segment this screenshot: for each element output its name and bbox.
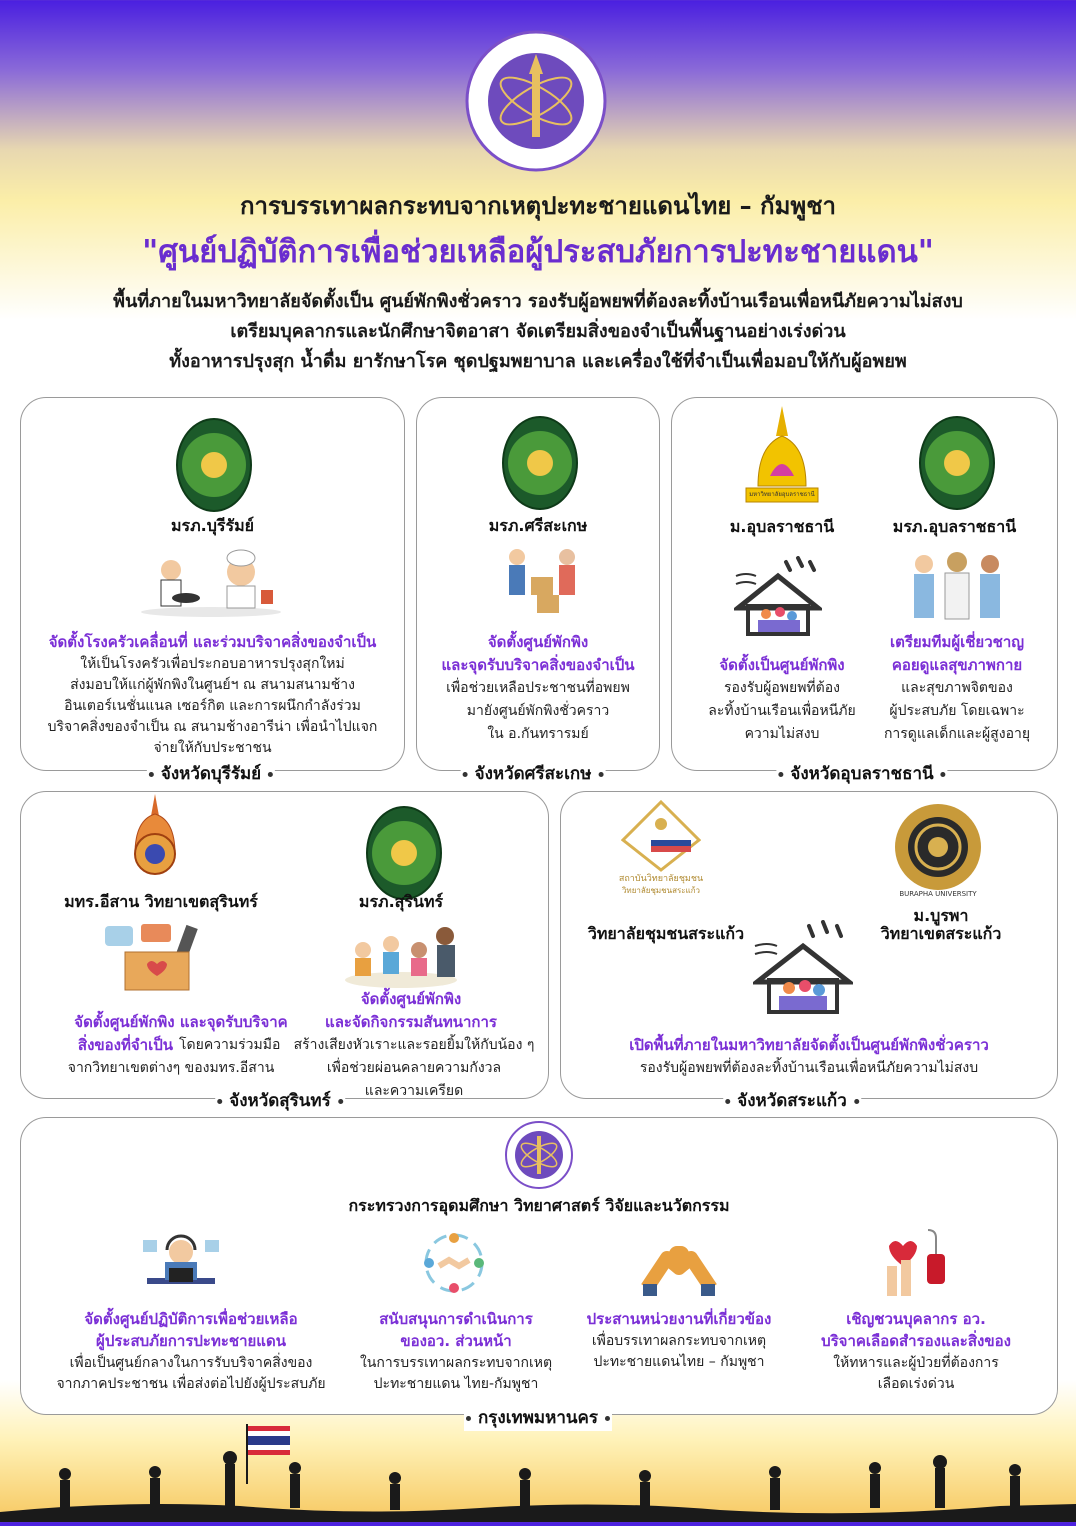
shelter-house-icon	[753, 920, 853, 1014]
card-text-1: ให้เป็นโรงครัวเพื่อประกอบอาหารปรุงสุกใหม่	[80, 656, 345, 672]
ministry-seal-small	[504, 1120, 574, 1190]
intro-line-2: เตรียมบุคลากรและนักศึกษาจิตอาสา จัดเตรียมสิ่งของจำเป็นพื้นฐานอย่างเร่งด่วน	[230, 321, 846, 342]
ubu-headline: จัดตั้งเป็นศูนย์พักพิง	[719, 656, 845, 674]
card-text-2: มายังศูนย์พักพิงชั่วคราว	[466, 703, 610, 719]
bkk-item3-headline-1: ประสานหน่วยงานที่เกี่ยวข้อง	[586, 1310, 772, 1328]
card-buriram	[20, 397, 405, 771]
bru-seal	[176, 418, 252, 512]
bkk-item4-text-1: ให้ทหารและผู้ป่วยที่ต้องการ	[833, 1355, 999, 1371]
bkk-item2-text-2: ปะทะชายแดน ไทย-กัมพูชา	[373, 1376, 539, 1392]
ministry-seal	[465, 30, 607, 172]
blood-donation-icon	[883, 1226, 953, 1298]
call-center-icon	[141, 1230, 221, 1300]
rmuti-headline-b: สิ่งของที่จำเป็น	[77, 1036, 173, 1054]
province-label-bangkok: กรุงเทพมหานคร	[464, 1404, 612, 1431]
ubru-headline-2: คอยดูแลสุขภาพกาย	[891, 656, 1023, 674]
ubu-text-1: รองรับผู้อพยพที่ต้อง	[723, 680, 840, 696]
card-headline: จัดตั้งโรงครัวเคลื่อนที่ และร่วมบริจาคสิ่งของจำเป็น	[48, 633, 377, 651]
university-name-right: มรภ.สุรินทร์	[358, 892, 444, 911]
soldiers-silhouette-illustration	[0, 1420, 1076, 1522]
ubru-text-3: การดูแลเด็กและผู้สูงอายุ	[883, 726, 1031, 742]
card-ubon	[671, 397, 1058, 771]
bkk-item4-headline-2: บริจาคเลือดสำรองและสิ่งของ	[821, 1332, 1011, 1350]
card-headline-1: จัดตั้งศูนย์พักพิง	[487, 633, 589, 651]
burapha-seal-text: BURAPHA UNIVERSITY	[899, 890, 977, 898]
bkk-item4-headline-1: เชิญชวนบุคลากร อว.	[846, 1310, 986, 1328]
bkk-item1-text-1: เพื่อเป็นศูนย์กลางในการรับบริจาคสิ่งของ	[69, 1355, 313, 1371]
sakaeo-text-1: รองรับผู้อพยพที่ต้องละทิ้งบ้านเรือนเพื่อหนีภัยความไม่สงบ	[639, 1060, 979, 1076]
card-surin	[20, 791, 549, 1099]
ssru-seal	[502, 416, 578, 510]
intro-line-3: ทั้งอาหารปรุงสุก น้ำดื่ม ยารักษาโรค ชุดปฐมพยาบาล และเครื่องใช้ที่จำเป็นเพื่อมอบให้กับผู้อพยพ	[169, 351, 907, 372]
card-bangkok	[20, 1117, 1058, 1415]
bkk-item1-headline-1: จัดตั้งศูนย์ปฏิบัติการเพื่อช่วยเหลือ	[84, 1310, 298, 1328]
province-label-surin: จังหวัดสุรินทร์	[215, 1087, 345, 1114]
bkk-item1-headline-2: ผู้ประสบภัยการปะทะชายแดน	[96, 1332, 286, 1350]
donation-box-icon	[101, 922, 221, 994]
srru-text-1: สร้างเสียงหัวเราะและรอยยิ้มให้กับน้อง ๆ	[293, 1037, 535, 1053]
bkk-item1-text-2: จากภาคประชาชน เพื่อส่งต่อไปยังผู้ประสบภัย	[56, 1376, 326, 1392]
sakaeo-college-seal	[621, 800, 701, 872]
bkk-item3-text-1: เพื่อบรรเทาผลกระทบจากเหตุ	[591, 1333, 767, 1349]
ubru-headline-1: เตรียมทีมผู้เชี่ยวชาญ	[889, 633, 1025, 651]
ministry-name: กระทรวงการอุดมศึกษา วิทยาศาสตร์ วิจัยและนวัตกรรม	[348, 1196, 730, 1215]
university-name: มรภ.ศรีสะเกษ	[488, 516, 588, 535]
university-name-left: วิทยาลัยชุมชนสระแก้ว	[587, 924, 745, 943]
rmuti-text-b: โดยความร่วมมือ	[179, 1037, 281, 1053]
bkk-item2-headline-2: ของอว. ส่วนหน้า	[400, 1332, 512, 1350]
sakaeo-seal-sub: วิทยาลัยชุมชนสระแก้ว	[621, 886, 701, 895]
ubu-text-2: ละทิ้งบ้านเรือนเพื่อหนีภัย	[708, 703, 856, 719]
card-text-3: อินเตอร์เนชั่นแนล เซอร์กิต และการผนึกกำลังร่วม	[64, 698, 361, 714]
bkk-item2-text-1: ในการบรรเทาผลกระทบจากเหตุ	[359, 1355, 553, 1371]
chef-cooking-icon	[131, 548, 291, 618]
ubu-seal-text: มหาวิทยาลัยอุบลราชธานี	[749, 491, 815, 498]
ubru-text-1: และสุขภาพจิตของ	[901, 680, 1013, 696]
bkk-item2-headline-1: สนับสนุนการดำเนินการ	[379, 1310, 533, 1328]
children-activity-icon	[341, 920, 461, 990]
medical-team-icon	[902, 548, 1012, 623]
card-sakaeo	[560, 791, 1058, 1099]
ubu-text-3: ความไม่สงบ	[744, 726, 820, 742]
ubru-text-2: ผู้ประสบภัย โดยเฉพาะ	[889, 703, 1025, 719]
university-name-left: มทร.อีสาน วิทยาเขตสุรินทร์	[64, 892, 258, 911]
cooperation-icon	[421, 1230, 487, 1296]
rmuti-seal	[129, 794, 181, 880]
bkk-item3-text-2: ปะทะชายแดนไทย – กัมพูชา	[593, 1354, 765, 1370]
page-title: การบรรเทาผลกระทบจากเหตุปะทะชายแดนไทย – กัมพูชา	[240, 192, 836, 220]
sakaeo-seal-text: สถาบันวิทยาลัยชุมชน	[618, 874, 704, 884]
srru-seal	[366, 806, 442, 900]
srru-headline-1: จัดตั้งศูนย์พักพิง	[360, 990, 462, 1008]
province-label-ubon: จังหวัดอุบลราชธานี	[776, 760, 947, 787]
card-sisaket	[416, 397, 660, 771]
university-name-left: ม.อุบลราชธานี	[729, 517, 835, 536]
bkk-item4-text-2: เลือดเร่งด่วน	[877, 1376, 955, 1392]
rmuti-headline: จัดตั้งศูนย์พักพิง และจุดรับบริจาค	[74, 1013, 288, 1031]
card-text-2: ส่งมอบให้แก่ผู้พักพิงในศูนย์ฯ ณ สนามสนามช้าง	[70, 677, 355, 693]
srru-text-3: และความเครียด	[364, 1083, 464, 1099]
card-headline-2: และจุดรับบริจาคสิ่งของจำเป็น	[441, 656, 635, 674]
university-name-right-2: วิทยาเขตสระแก้ว	[880, 924, 1002, 943]
srru-headline-2: และจัดกิจกรรมสันทนาการ	[325, 1013, 497, 1031]
srru-text-2: เพื่อช่วยผ่อนคลายความกังวล	[326, 1060, 502, 1076]
burapha-seal	[893, 802, 983, 892]
province-label-sakaeo: จังหวัดสระแก้ว	[723, 1087, 861, 1114]
university-name-right: มรภ.อุบลราชธานี	[892, 517, 1017, 536]
rmuti-text-1: จากวิทยาเขตต่างๆ ของมทร.อีสาน	[67, 1060, 275, 1076]
shelter-house-icon	[734, 556, 822, 636]
province-label-sisaket: จังหวัดศรีสะเกษ	[461, 760, 606, 787]
card-text-3: ใน อ.กันทรารมย์	[487, 726, 589, 742]
card-text-1: เพื่อช่วยเหลือประชาชนที่อพยพ	[446, 680, 630, 696]
ubru-seal	[919, 416, 995, 510]
card-text-4: บริจาคสิ่งของจำเป็น ณ สนามช้างอารีน่า เพื่อนำไปแจก	[47, 719, 378, 735]
intro-line-1: พื้นที่ภายในมหาวิทยาลัยจัดตั้งเป็น ศูนย์พักพิงชั่วคราว รองรับผู้อพยพที่ต้องละทิ้งบ้านเรือนเพื่อหนีภัยความไม่สงบ	[113, 291, 963, 312]
volunteers-donation-icon	[497, 543, 587, 618]
card-text-5: จ่ายให้กับประชาชน	[153, 740, 272, 756]
handshake-icon	[639, 1228, 719, 1298]
sakaeo-headline: เปิดพื้นที่ภายในมหาวิทยาลัยจัดตั้งเป็นศูนย์พักพิงชั่วคราว	[629, 1036, 989, 1054]
university-name: มรภ.บุรีรัมย์	[170, 516, 255, 535]
province-label-buriram: จังหวัดบุรีรัมย์	[147, 760, 275, 787]
university-name-right-1: ม.บูรพา	[913, 906, 969, 925]
page-subtitle: "ศูนย์ปฏิบัติการเพื่อช่วยเหลือผู้ประสบภัยการปะทะชายแดน"	[142, 234, 934, 270]
